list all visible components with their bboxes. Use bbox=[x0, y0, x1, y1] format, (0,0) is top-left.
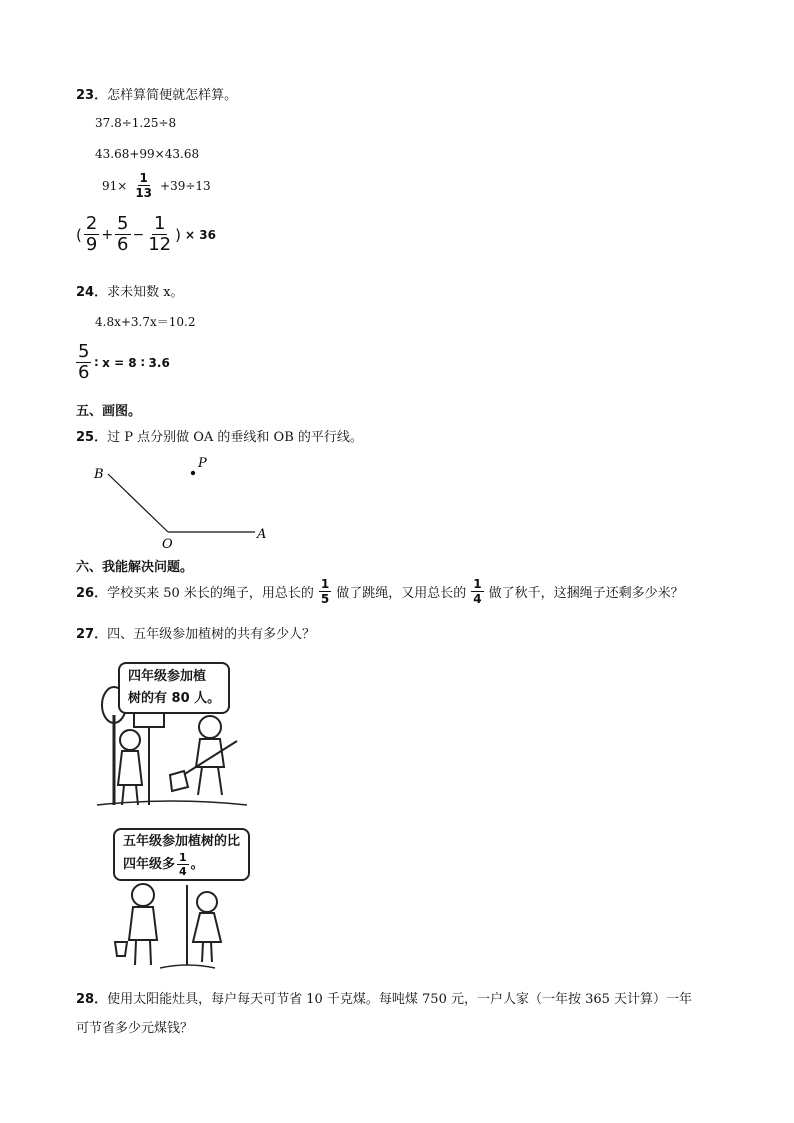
bubble-fraction bbox=[177, 852, 189, 877]
q23-number: 23． bbox=[76, 88, 108, 103]
q24-number: 24． bbox=[76, 285, 108, 300]
fraction-numerator: 5 bbox=[78, 341, 90, 362]
q23-expr-2: 43.68+99×43.68 bbox=[95, 147, 200, 161]
bubble-text: 四年级多 bbox=[123, 856, 176, 872]
fraction-denominator: 5 bbox=[320, 592, 330, 606]
q25-heading bbox=[76, 426, 363, 445]
q24-expr-2 bbox=[76, 343, 170, 382]
ground-line bbox=[160, 965, 215, 968]
speech-bubble-grade5 bbox=[113, 828, 250, 881]
q28-text-1: 使用太阳能灶具，每户每天可节省 10 千克煤。每吨煤 750 元，一户人家（一年按 365 天计算）一年 bbox=[107, 992, 693, 1007]
angle-diagram bbox=[90, 450, 280, 550]
bubble-text: 。 bbox=[190, 856, 204, 872]
q23-fraction-1 bbox=[84, 215, 99, 254]
q23-expr-3-fraction bbox=[133, 172, 154, 199]
q23-expr-3-pre: 91× bbox=[102, 178, 128, 193]
q24-expr-2-tail: ∶ x = 8 ∶ 3.6 bbox=[94, 355, 170, 370]
fraction-numerator: 1 bbox=[139, 171, 148, 185]
child-body-icon bbox=[129, 907, 157, 940]
child-body-icon bbox=[118, 751, 142, 785]
child-head-icon bbox=[120, 730, 140, 750]
q23-expr-3-post: +39÷13 bbox=[160, 178, 211, 193]
q28-line-2: 可节省多少元煤钱？ bbox=[76, 1021, 194, 1036]
q26-fraction-2 bbox=[471, 578, 483, 605]
q24-fraction bbox=[76, 343, 91, 382]
q23-heading bbox=[76, 84, 237, 103]
q23-fraction-3 bbox=[146, 215, 173, 254]
open-paren: ( bbox=[76, 225, 82, 244]
q26-text-1: 学校买来 50 米长的绳子，用总长的 bbox=[107, 586, 314, 601]
q28-number: 28． bbox=[76, 992, 108, 1007]
label-o: O bbox=[162, 537, 173, 550]
label-a: A bbox=[257, 527, 267, 542]
fraction-numerator: 1 bbox=[153, 213, 166, 234]
fraction-denominator: 4 bbox=[473, 592, 482, 606]
bubble-line: 四年级参加植 bbox=[128, 669, 207, 684]
fraction-numerator: 1 bbox=[320, 577, 330, 591]
bubble-line: 五年级参加植树的比 bbox=[123, 834, 241, 849]
ground-line bbox=[97, 801, 247, 805]
label-b: B bbox=[94, 467, 104, 482]
q23-expr-1: 37.8÷1.25÷8 bbox=[95, 116, 177, 130]
child-head-icon bbox=[197, 892, 217, 912]
plus-sign: + bbox=[101, 226, 114, 243]
q25-prompt: 过 P 点分别做 OA 的垂线和 OB 的平行线。 bbox=[107, 430, 363, 445]
bucket-icon bbox=[115, 942, 127, 956]
fraction-numerator: 1 bbox=[473, 577, 482, 591]
q26-text-2: 做了跳绳，又用总长的 bbox=[336, 586, 467, 601]
child-head-icon bbox=[132, 884, 154, 906]
bubble-line bbox=[123, 852, 240, 877]
ray-ob bbox=[108, 474, 168, 532]
fraction-numerator: 1 bbox=[179, 851, 187, 864]
q27-prompt: 四、五年级参加植树的共有多少人？ bbox=[107, 627, 316, 642]
speech-bubble-grade4 bbox=[118, 662, 230, 714]
q27-number: 27． bbox=[76, 627, 108, 642]
label-p: P bbox=[198, 456, 207, 471]
q26-text-3: 做了秋千，这捆绳子还剩多少米？ bbox=[488, 586, 684, 601]
close-paren: ) bbox=[175, 225, 181, 244]
q23-expr-3 bbox=[102, 172, 211, 199]
q28-line-1 bbox=[76, 988, 692, 1007]
q23-expr-4-tail: × 36 bbox=[185, 227, 216, 242]
section-5-heading: 五、画图。 bbox=[76, 404, 142, 419]
q24-prompt: 求未知数 x。 bbox=[107, 285, 184, 300]
q26-number: 26． bbox=[76, 586, 108, 601]
q24-expr-1: 4.8x+3.7x＝10.2 bbox=[95, 315, 196, 329]
fraction-denominator: 4 bbox=[179, 865, 187, 878]
q24-heading bbox=[76, 281, 184, 300]
child-body-icon bbox=[193, 913, 221, 942]
q26-fraction-1 bbox=[319, 578, 331, 605]
fraction-numerator: 5 bbox=[117, 213, 129, 234]
fraction-denominator: 12 bbox=[148, 234, 172, 255]
fraction-numerator: 2 bbox=[85, 213, 98, 234]
q23-fraction-2 bbox=[115, 215, 130, 254]
fraction-denominator: 6 bbox=[78, 362, 90, 383]
section-6-heading: 六、我能解决问题。 bbox=[76, 560, 194, 575]
fraction-denominator: 9 bbox=[85, 234, 98, 255]
q27-heading bbox=[76, 623, 315, 642]
bubble-line: 树的有 80 人。 bbox=[128, 691, 221, 706]
fraction-denominator: 6 bbox=[117, 234, 129, 255]
minus-sign: − bbox=[132, 226, 145, 243]
q23-prompt: 怎样算简便就怎样算。 bbox=[107, 88, 238, 103]
q25-number: 25． bbox=[76, 430, 108, 445]
point-p bbox=[191, 471, 195, 475]
child-head-icon bbox=[199, 716, 221, 738]
fraction-denominator: 13 bbox=[135, 186, 153, 200]
q23-expr-4 bbox=[76, 215, 216, 254]
q26-line bbox=[76, 578, 684, 605]
